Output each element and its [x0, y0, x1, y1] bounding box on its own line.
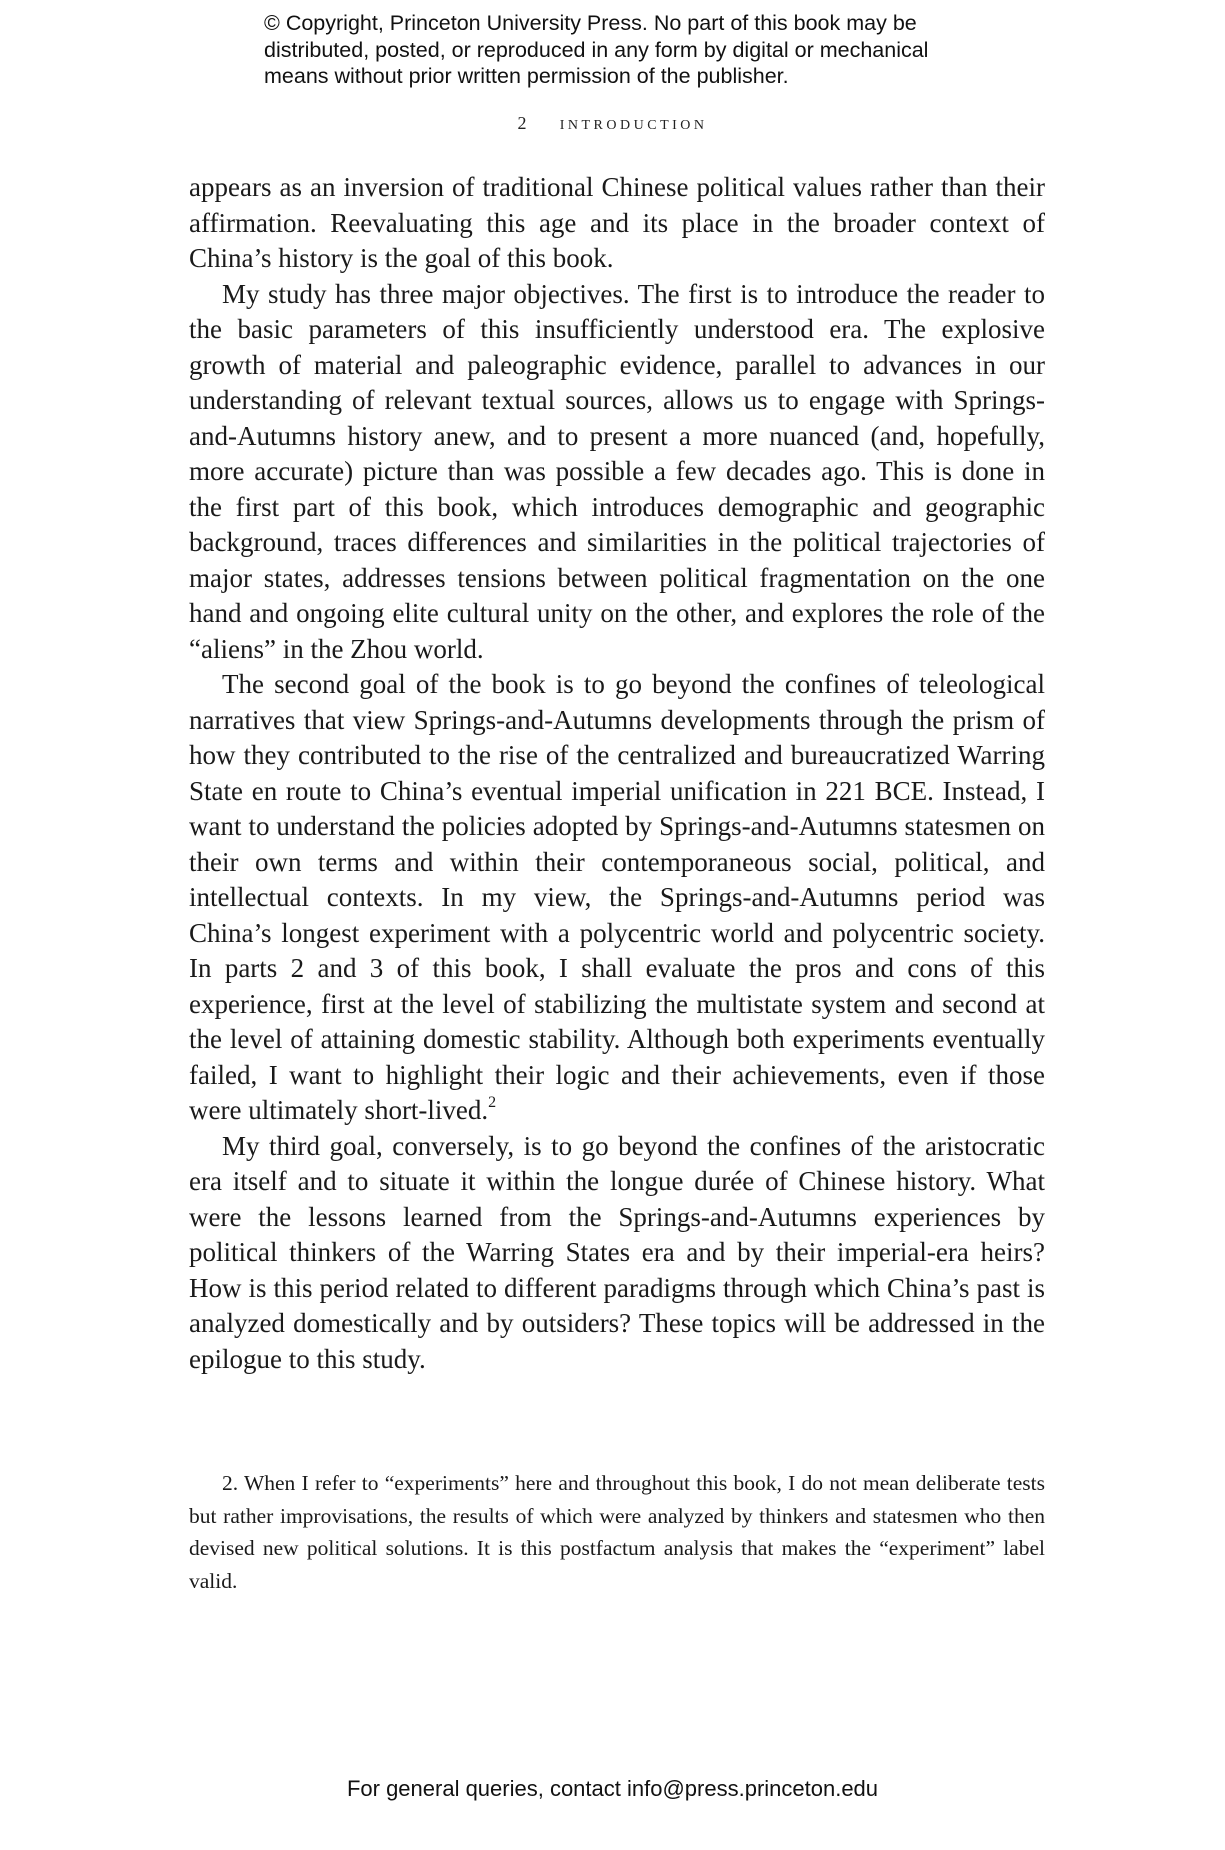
paragraph-text: The second goal of the book is to go beyond the confines of teleological narratives that view Springs-and-Autumns developments through the prism of how they contributed to the rise of the centralized and bureaucratized Warring State en route to China’s eventual imperial unification in 221 BCE. Instead, I want to understand the policies adopted by Springs-and-Autumns statesmen on their own terms and within their contemporaneous social, political, and intellectual contexts. In my view, the Springs-and-Autumns period was China’s longest experiment with a polycentric world and polycentric society. In parts 2 and 3 of this book, I shall evaluate the pros and cons of this experience, first at the level of stabilizing the multistate system and second at the level of attaining domestic stability. Although both experiments eventually failed, I want to highlight their logic and their achievements, even if those were ultimately short-lived. — [189, 669, 1045, 1125]
footnote-reference[interactable]: 2 — [488, 1094, 497, 1111]
copyright-line: means without prior written permission of the publisher. — [264, 64, 789, 88]
copyright-notice — [264, 10, 1024, 90]
page-number: 2 — [517, 113, 527, 133]
paragraph: appears as an inversion of traditional Chinese political values rather than their affirmation. Reevaluating this age and its place in the broader context of China’s history is the goal of this book. — [189, 172, 1045, 273]
chapter-title: introduction — [559, 112, 708, 134]
copyright-line: © Copyright, Princeton University Press. No part of this book may be — [264, 11, 917, 35]
paragraph: My third goal, conversely, is to go beyond the confines of the aristocratic era itself and to situate it within the longue durée of Chinese history. What were the lessons learned from the Springs-and-Autumns experiences by political thinkers of the Warring States era and by their imperial-era heirs? How is this period related to different paradigms through which China’s past is analyzed domestically and by outsiders? These topics will be addressed in the epilogue to this study. — [189, 1130, 1045, 1374]
running-head — [0, 112, 1225, 135]
paragraph: My study has three major objectives. The first is to introduce the reader to the basic parameters of this insufficiently understood era. The explosive growth of material and paleographic evidence, parallel to advances in our understanding of relevant textual sources, allows us to engage with Springs-and-Autumns history anew, and to present a more nuanced (and, hopefully, more accurate) picture than was possible a few decades ago. This is done in the first part of this book, which introduces demographic and geographic background, traces differences and similarities in the political trajectories of major states, addresses tensions between political fragmentation on the one hand and ongoing elite cultural unity on the other, and explores the role of the “aliens” in the Zhou world. — [189, 278, 1045, 664]
body-text — [189, 170, 1045, 1377]
footnote: 2. When I refer to “experiments” here and throughout this book, I do not mean deliberate tests but rather improvisations, the results of which were analyzed by thinkers and statesmen who then devised new political solutions. It is this postfactum analysis that makes the “experiment” label valid. — [189, 1471, 1045, 1593]
footer-contact: For general queries, contact info@press.princeton.edu — [346, 1776, 879, 1801]
paragraph — [189, 667, 1045, 1129]
copyright-line: distributed, posted, or reproduced in any form by digital or mechanical — [264, 37, 929, 62]
